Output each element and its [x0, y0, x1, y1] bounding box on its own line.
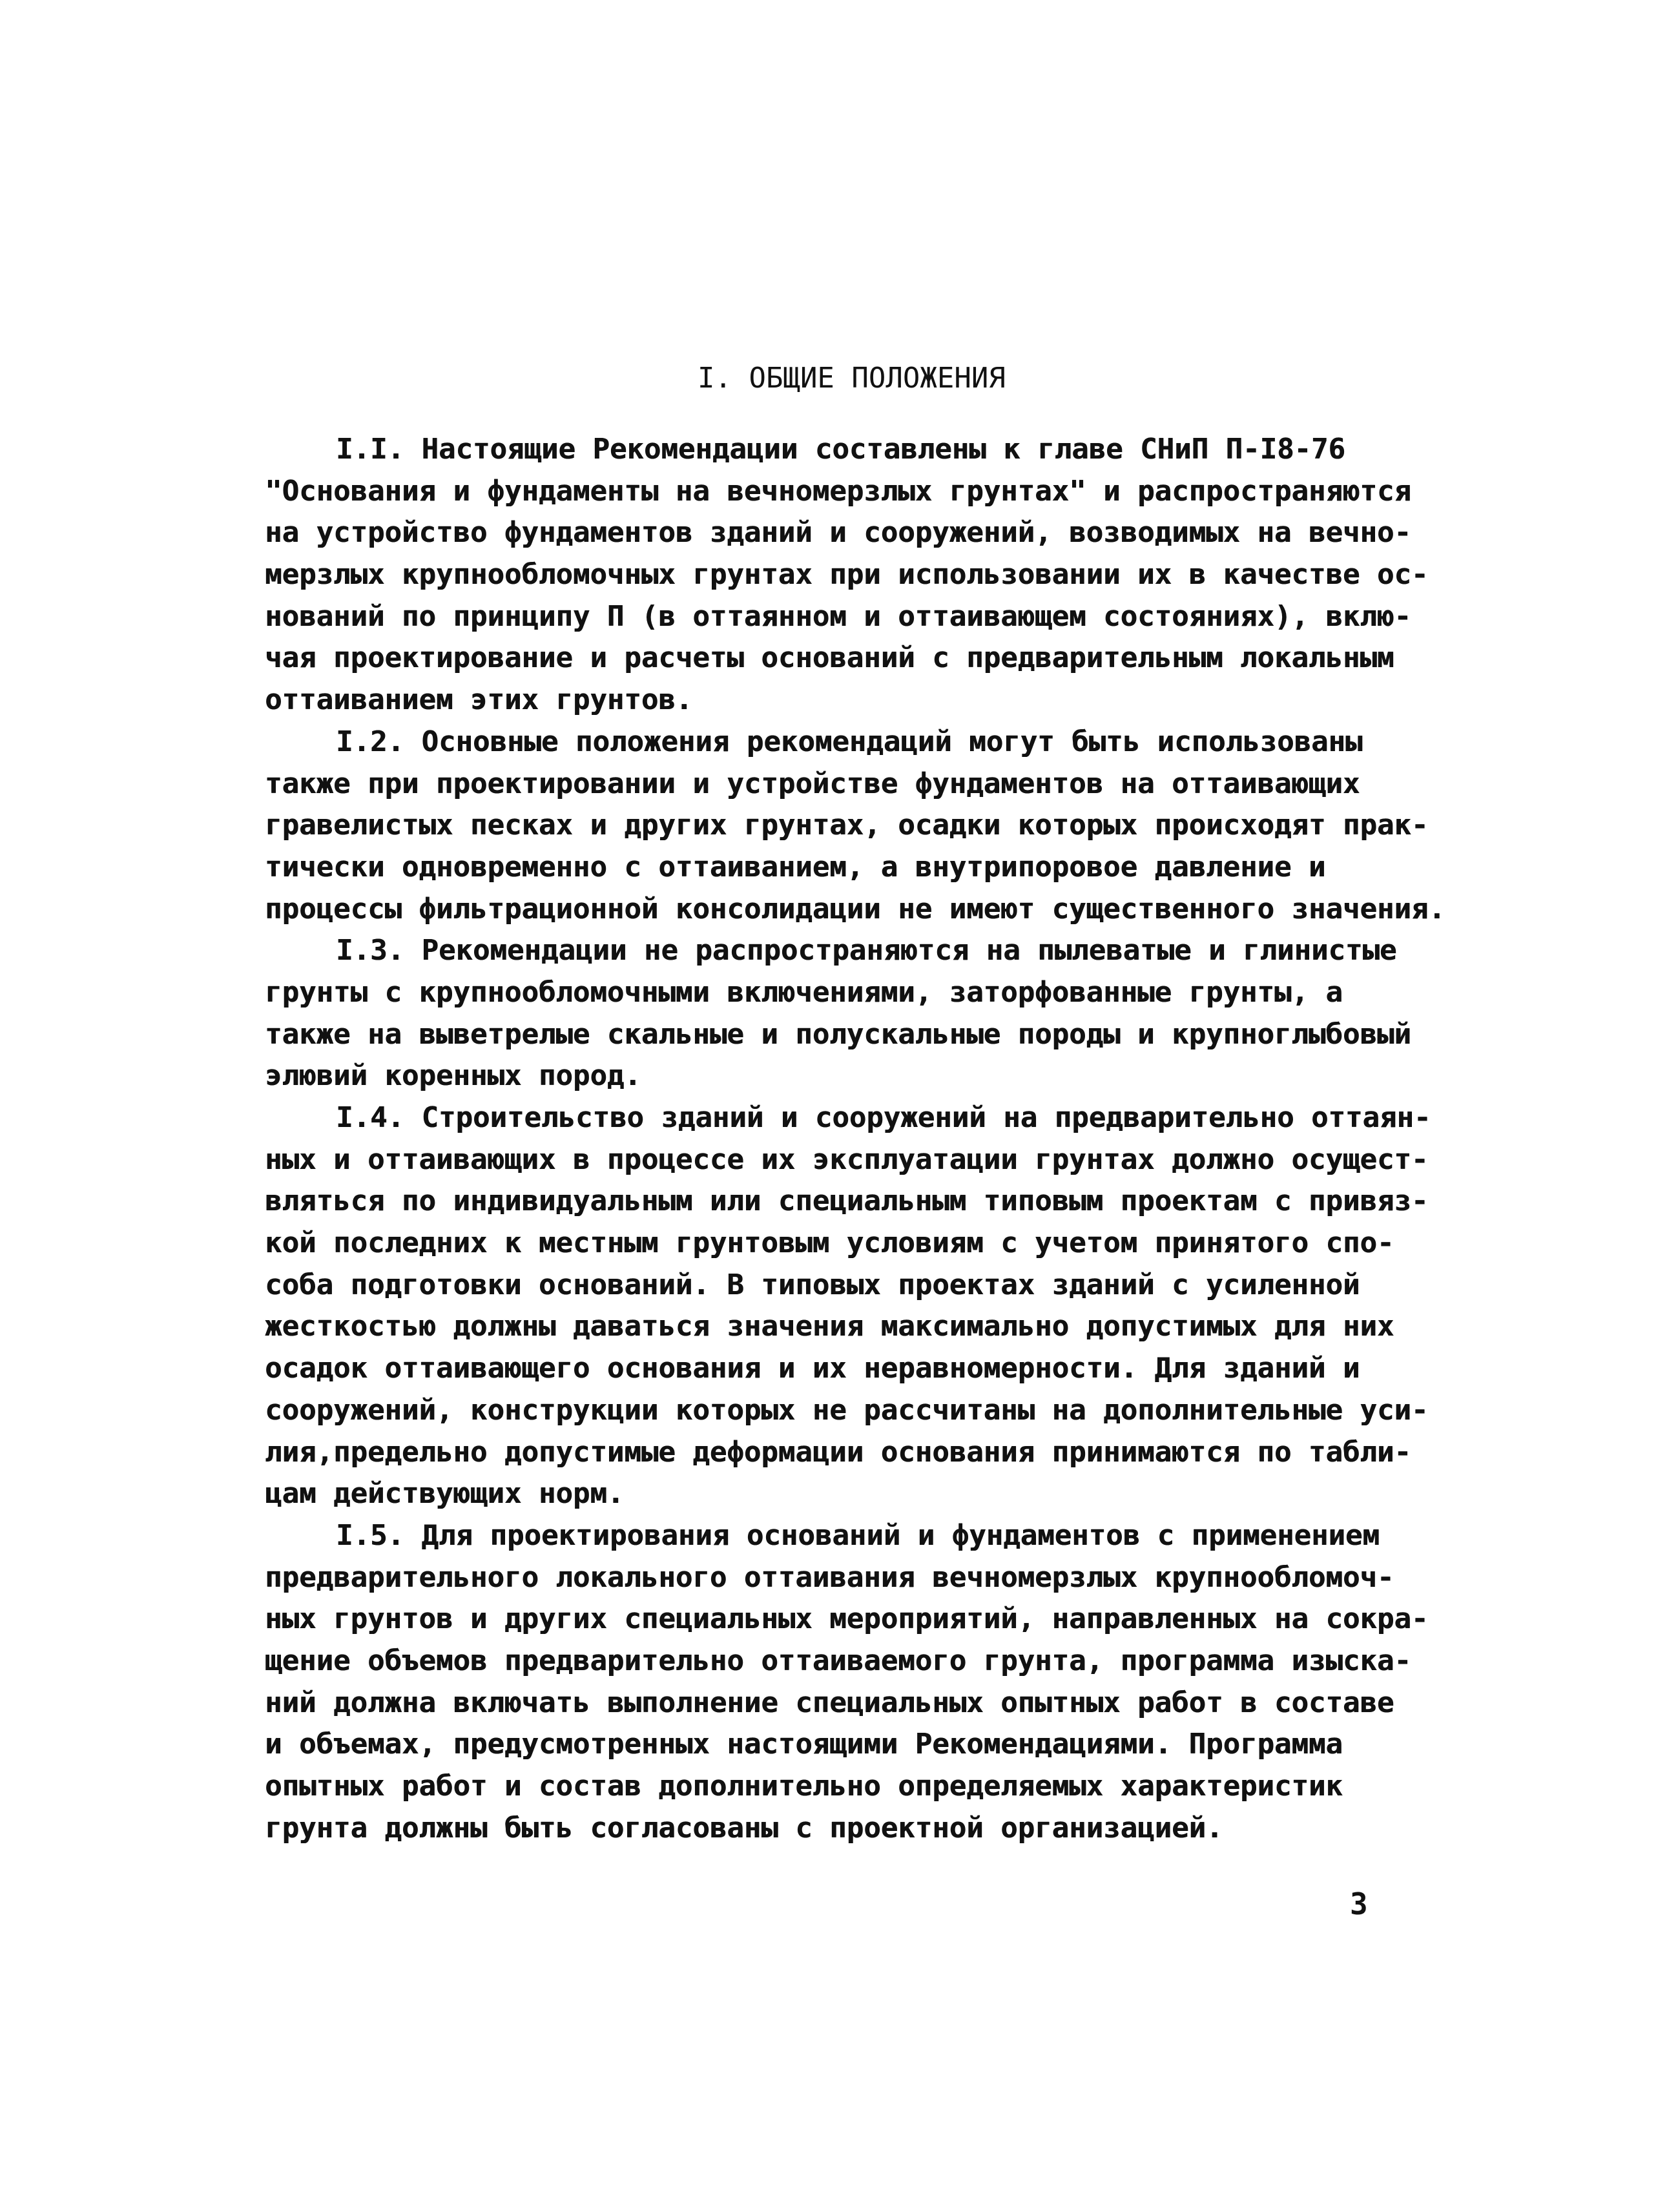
paragraph-1-line: нований по принципу П (в оттаянном и оттаивающем состояниях), вклю-: [265, 599, 1411, 633]
paragraph-4-line: кой последних к местным грунтовым условиям с учетом принятого спо-: [265, 1226, 1394, 1260]
paragraph-4-line: осадок оттаивающего основания и их неравномерности. Для зданий и: [265, 1352, 1360, 1385]
paragraph-4-line: соба подготовки оснований. В типовых проектах зданий с усиленной: [265, 1268, 1360, 1301]
page-number: 3: [1350, 1886, 1368, 1921]
paragraph-1-line: оттаиванием этих грунтов.: [265, 683, 693, 717]
paragraph-4-line: I.4. Строительство зданий и сооружений на предварительно оттаян-: [336, 1101, 1431, 1134]
paragraph-4-line: цам действующих норм.: [265, 1477, 625, 1511]
paragraph-4-line: ных и оттаивающих в процессе их эксплуатации грунтах должно осущест-: [265, 1142, 1429, 1176]
paragraph-5-line: опытных работ и состав дополнительно определяемых характеристик: [265, 1770, 1343, 1803]
body-text: [265, 429, 1445, 1849]
paragraph-1-line: "Основания и фундаменты на вечномерзлых грунтах" и распространяются: [265, 474, 1411, 508]
paragraph-2-line: I.2. Основные положения рекомендаций могут быть использованы: [336, 725, 1363, 758]
paragraph-3-line: также на выветрелые скальные и полускальные породы и крупноглыбовый: [265, 1017, 1411, 1051]
paragraph-4-line: лия,предельно допустимые деформации основания принимаются по табли-: [265, 1435, 1411, 1469]
paragraph-4-line: сооружений, конструкции которых не рассчитаны на дополнительные уси-: [265, 1393, 1429, 1427]
paragraph-4-line: вляться по индивидуальным или специальным типовым проектам с привяз-: [265, 1184, 1429, 1218]
paragraph-5-line: ных грунтов и других специальных мероприятий, направленных на сокра-: [265, 1602, 1429, 1636]
paragraph-3-line: грунты с крупнообломочными включениями, заторфованные грунты, а: [265, 975, 1343, 1009]
paragraph-5-line: предварительного локального оттаивания вечномерзлых крупнообломоч-: [265, 1560, 1394, 1594]
paragraph-1-line: I.I. Настоящие Рекомендации составлены к главе СНиП П-I8-76: [336, 433, 1345, 466]
section-title: I. ОБЩИЕ ПОЛОЖЕНИЯ: [698, 362, 1006, 395]
paragraph-2-line: также при проектировании и устройстве фундаментов на оттаивающих: [265, 767, 1360, 800]
paragraph-5-line: ний должна включать выполнение специальных опытных работ в составе: [265, 1686, 1394, 1719]
paragraph-3-line: элювий коренных пород.: [265, 1059, 641, 1093]
paragraph-2-line: гравелистых песках и других грунтах, осадки которых происходят прак-: [265, 809, 1429, 842]
paragraph-5-line: I.5. Для проектирования оснований и фундаментов с применением: [336, 1518, 1380, 1552]
paragraph-2-line: процессы фильтрационной консолидации не имеют существенного значения.: [265, 892, 1445, 925]
paragraph-3-line: I.3. Рекомендации не распространяются на пылеватые и глинистые: [336, 934, 1397, 967]
paragraph-5-line: грунта должны быть согласованы с проектной организацией.: [265, 1811, 1223, 1845]
paragraph-5-line: щение объемов предварительно оттаиваемого грунта, программа изыска-: [265, 1644, 1411, 1677]
paragraph-2-line: тически одновременно с оттаиванием, а внутрипоровое давление и: [265, 850, 1326, 884]
paragraph-5-line: и объемах, предусмотренных настоящими Рекомендациями. Программа: [265, 1728, 1343, 1761]
paragraph-1-line: на устройство фундаментов зданий и сооружений, возводимых на вечно-: [265, 516, 1411, 550]
paragraph-1-line: мерзлых крупнообломочных грунтах при использовании их в качестве ос-: [265, 558, 1429, 592]
paragraph-1-line: чая проектирование и расчеты оснований с предварительным локальным: [265, 641, 1394, 675]
paragraph-4-line: жесткостью должны даваться значения максимально допустимых для них: [265, 1310, 1394, 1343]
